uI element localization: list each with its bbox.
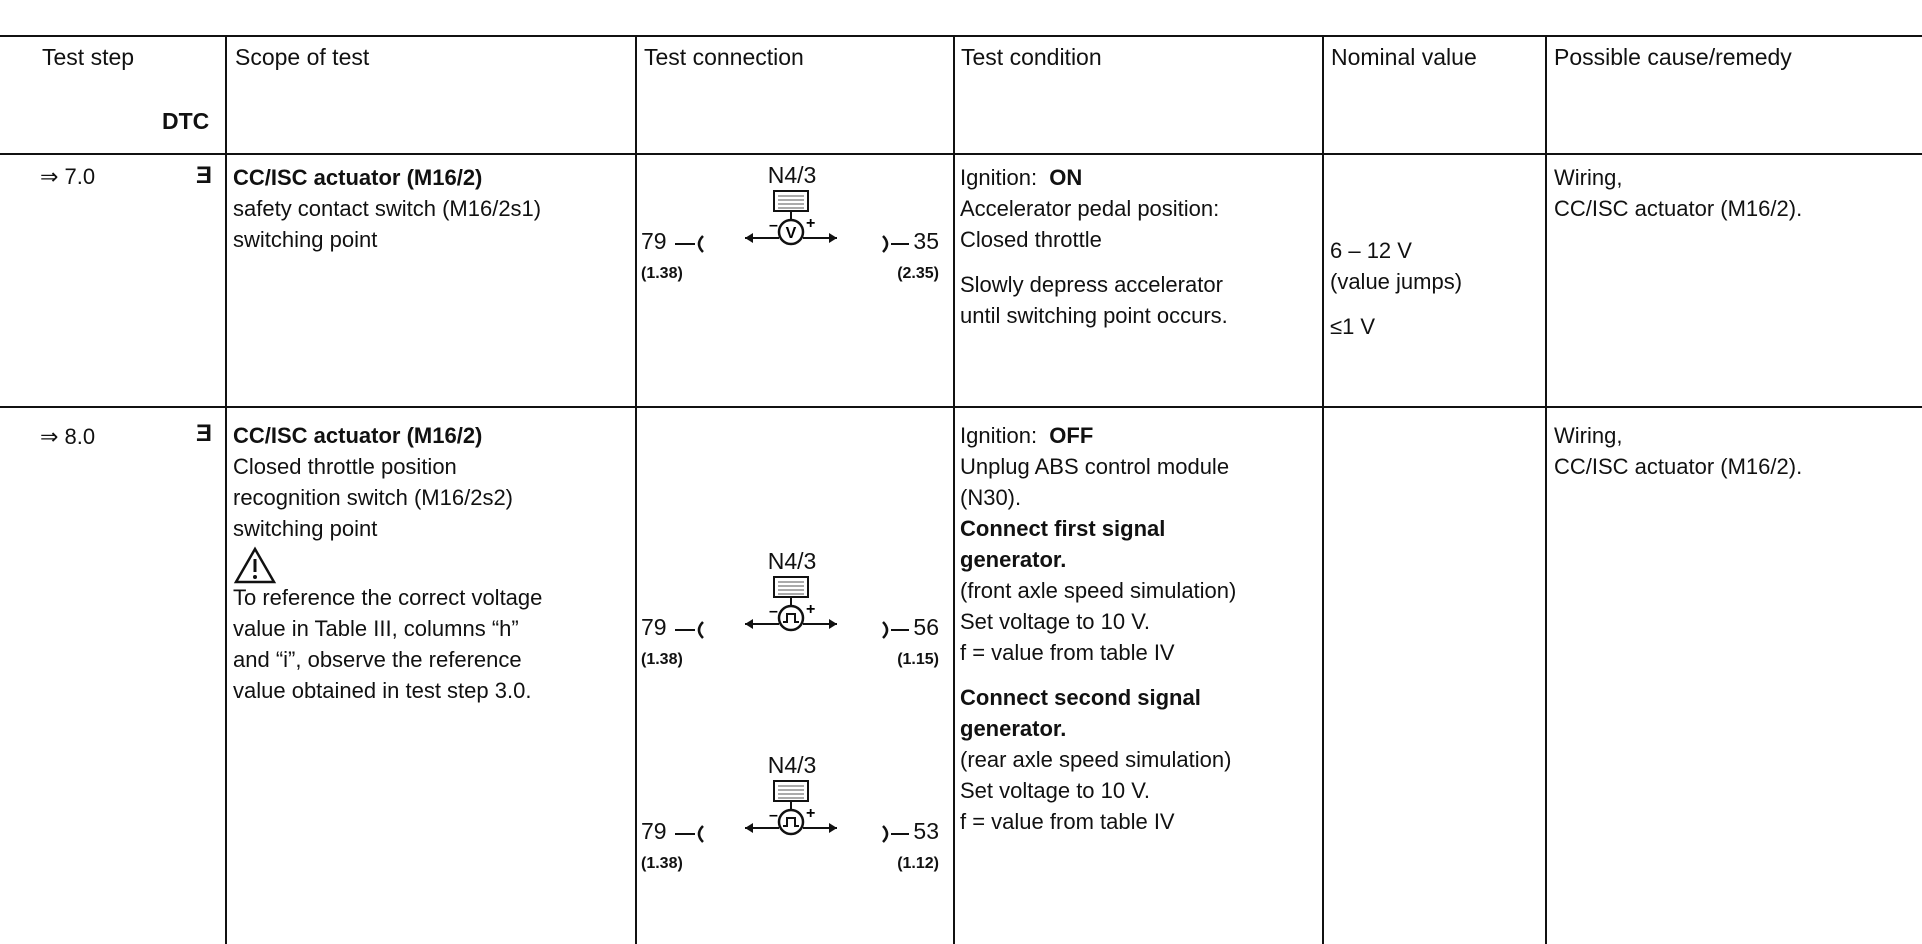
scope-line: switching point	[233, 516, 378, 541]
scope-line: recognition switch (M16/2s2)	[233, 485, 514, 510]
header-nominal: Nominal value	[1331, 44, 1477, 70]
condition-line	[960, 162, 1228, 193]
header-test-step: Test step	[42, 44, 135, 70]
ref-right: (1.12)	[897, 855, 939, 872]
condition-line: Connect first signal	[960, 516, 1166, 541]
ref-left: (1.38)	[641, 265, 683, 282]
header-scope: Scope of test	[235, 44, 370, 70]
condition-line: Slowly depress accelerator	[960, 272, 1223, 297]
condition-line: Closed throttle	[960, 227, 1102, 252]
test-step-number: ⇒ 7.0	[40, 164, 96, 189]
pin-right: 35	[913, 228, 939, 254]
cause-cell	[1554, 420, 1802, 482]
condition-cell	[960, 162, 1228, 331]
condition-line: generator.	[960, 716, 1067, 741]
condition-line: Set voltage to 10 V.	[960, 609, 1150, 634]
scope-cell	[233, 420, 542, 706]
nominal-cell	[1330, 235, 1462, 342]
condition-line: generator.	[960, 547, 1067, 572]
header-divider	[0, 153, 1922, 155]
scope-line: switching point	[233, 227, 378, 252]
table-top-border	[0, 35, 1922, 37]
header-connection: Test connection	[644, 44, 804, 70]
ref-left: (1.38)	[641, 651, 683, 668]
cause-cell	[1554, 162, 1802, 224]
ignition-state: ON	[1049, 165, 1083, 190]
ignition-label: Ignition:	[960, 165, 1038, 190]
row-divider	[0, 406, 1922, 408]
scope-line: Closed throttle position	[233, 454, 457, 479]
note-line: value obtained in test step 3.0.	[233, 678, 532, 703]
ref-right: (1.15)	[897, 651, 939, 668]
module-label: N4/3	[767, 752, 817, 778]
condition-line: Connect second signal	[960, 685, 1201, 710]
condition-line: (front axle speed simulation)	[960, 578, 1237, 603]
nominal-value: (value jumps)	[1330, 269, 1463, 294]
note-line: To reference the correct voltage	[233, 585, 543, 610]
column-divider	[953, 35, 955, 944]
note-line: value in Table III, columns “h”	[233, 616, 519, 641]
ignition-state: OFF	[1049, 423, 1094, 448]
column-divider	[225, 35, 227, 944]
condition-line	[960, 420, 1236, 451]
condition-line: Unplug ABS control module	[960, 454, 1230, 479]
cause-line: Wiring,	[1554, 165, 1623, 190]
warning-icon	[233, 546, 277, 586]
svg-text:+: +	[806, 601, 816, 618]
scope-cell	[233, 162, 541, 255]
scope-line: safety contact switch (M16/2s1)	[233, 196, 542, 221]
condition-line: Set voltage to 10 V.	[960, 778, 1150, 803]
module-label: N4/3	[767, 548, 817, 574]
dtc-mark: Ǝ	[196, 162, 213, 189]
scope-title: CC/ISC actuator (M16/2)	[233, 423, 483, 448]
header-condition: Test condition	[961, 44, 1102, 70]
cause-line: Wiring,	[1554, 423, 1623, 448]
column-divider	[1545, 35, 1547, 944]
condition-line: Accelerator pedal position:	[960, 196, 1220, 221]
pin-left: 79	[641, 818, 667, 844]
header-dtc: DTC	[162, 108, 210, 134]
cause-line: CC/ISC actuator (M16/2).	[1554, 196, 1803, 221]
column-divider	[1322, 35, 1324, 944]
dtc-mark: Ǝ	[196, 420, 213, 447]
condition-line: (N30).	[960, 485, 1022, 510]
ref-right: (2.35)	[897, 265, 939, 282]
test-connection	[637, 548, 947, 678]
note-line: and “i”, observe the reference	[233, 647, 522, 672]
test-step-number: ⇒ 8.0	[40, 424, 96, 449]
condition-line: f = value from table IV	[960, 640, 1175, 665]
cause-line: CC/ISC actuator (M16/2).	[1554, 454, 1803, 479]
nominal-value: 6 – 12 V	[1330, 238, 1412, 263]
header-cause: Possible cause/remedy	[1554, 44, 1792, 70]
svg-text:–: –	[769, 603, 778, 620]
pin-left: 79	[641, 614, 667, 640]
svg-text:+: +	[806, 805, 816, 822]
test-connection	[637, 162, 947, 292]
svg-text:–: –	[769, 217, 778, 234]
pin-right: 53	[913, 818, 939, 844]
pin-left: 79	[641, 228, 667, 254]
ignition-label: Ignition:	[960, 423, 1038, 448]
svg-text:+: +	[806, 215, 816, 232]
svg-text:V: V	[785, 225, 797, 242]
svg-text:–: –	[769, 807, 778, 824]
test-connection	[637, 752, 947, 882]
nominal-value: ≤1 V	[1330, 314, 1376, 339]
module-label: N4/3	[767, 162, 817, 188]
pin-right: 56	[913, 614, 939, 640]
scope-title: CC/ISC actuator (M16/2)	[233, 165, 483, 190]
condition-line: (rear axle speed simulation)	[960, 747, 1232, 772]
condition-cell	[960, 420, 1236, 837]
condition-line: until switching point occurs.	[960, 303, 1228, 328]
ref-left: (1.38)	[641, 855, 683, 872]
condition-line: f = value from table IV	[960, 809, 1175, 834]
